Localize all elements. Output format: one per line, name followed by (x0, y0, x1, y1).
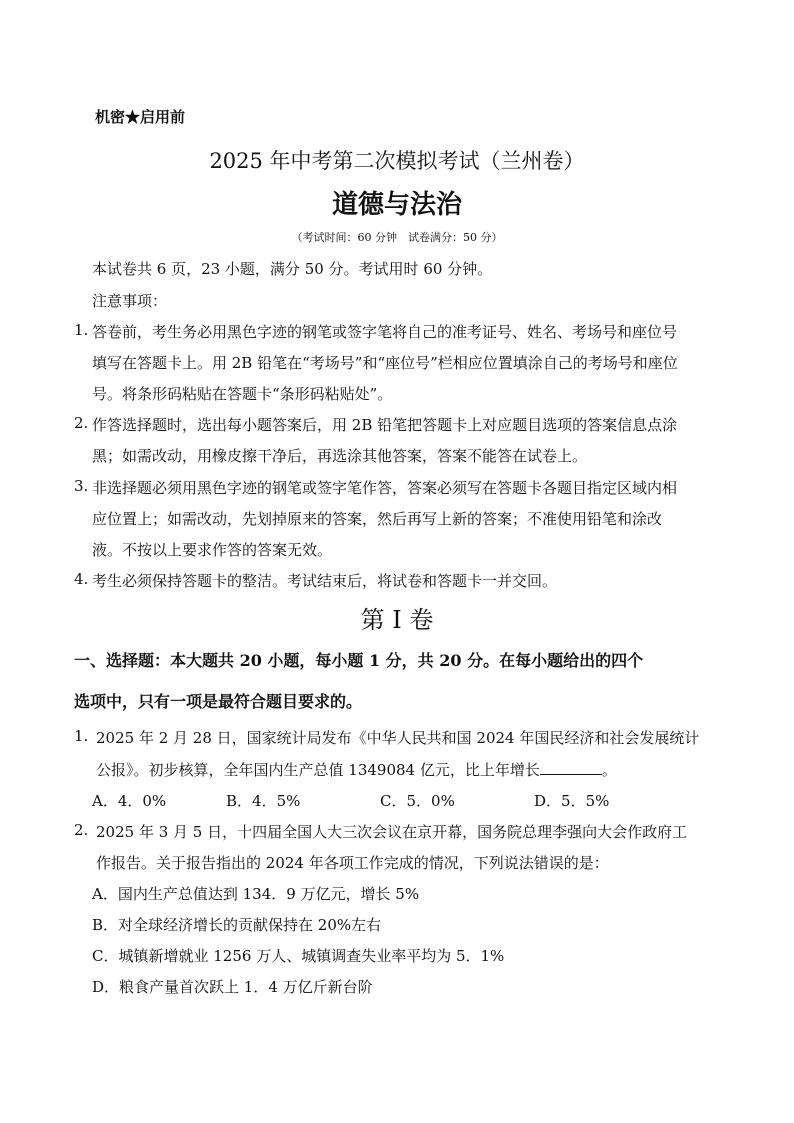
intro-line: 本试卷共 6 页，23 小题，满分 50 分。考试用时 60 分钟。 (92, 260, 493, 278)
option-d: D．粮食产量首次跃上 1．4 万亿斤新台阶 (92, 978, 373, 996)
question-text: 2025 年 2 月 28 日，国家统计局发布《中华人民共和国 2024 年国民经济和社会发展统计 (96, 729, 700, 747)
notice-number: 1. (74, 321, 89, 339)
notice-line: 作答选择题时，选出每小题答案后，用 2B 铅笔把答题卡上对应题目选项的答案信息点涂 (92, 416, 678, 434)
question-text-end: 。 (601, 761, 617, 779)
notice-line: 黑；如需改动，用橡皮擦干净后，再选涂其他答案，答案不能答在试卷上。 (92, 447, 588, 465)
notice-number: 2. (74, 414, 89, 432)
option-d: D．5．5% (534, 792, 610, 810)
notice-number: 3. (74, 477, 89, 495)
option-c: C．5．0% (380, 792, 455, 810)
exam-title: 2025 年中考第二次模拟考试（兰州卷） (209, 149, 585, 173)
part-heading: 一、选择题：本大题共 20 小题，每小题 1 分，共 20 分。在每小题给出的四个 (74, 651, 644, 670)
notice-line: 号。将条形码粘贴在答题卡“条形码粘贴处”。 (92, 385, 393, 403)
notice-line: 答卷前，考生务必用黑色字迹的钢笔或签字笔将自己的准考证号、姓名、考场号和座位号 (92, 323, 678, 341)
option-b: B．对全球经济增长的贡献保持在 20%左右 (92, 916, 382, 934)
notice-number: 4. (74, 570, 89, 588)
secret-mark: 机密★启用前 (95, 108, 186, 126)
option-c: C．城镇新增就业 1256 万人、城镇调查失业率平均为 5．1% (92, 947, 505, 965)
question-text-main: 公报》。初步核算，全年国内生产总值 1349084 亿元，比上年增长 (96, 761, 540, 779)
notice-label: 注意事项： (92, 292, 168, 310)
notice-line: 非选择题必须用黑色字迹的钢笔或签字笔作答，答案必须写在答题卡各题目指定区域内相 (92, 479, 678, 497)
notice-line: 填写在答题卡上。用 2B 铅笔在“考场号”和“座位号”栏相应位置填涂自己的考场号和座位 (92, 354, 678, 372)
question-text: 作报告。关于报告指出的 2024 年各项工作完成的情况，下列说法错误的是： (96, 854, 609, 872)
notice-line: 液。不按以上要求作答的答案无效。 (92, 541, 333, 559)
answer-blank (540, 762, 602, 775)
notice-line: 考生必须保持答题卡的整洁。考试结束后，将试卷和答题卡一并交回。 (92, 572, 558, 590)
question-text (96, 759, 617, 780)
option-a: A．4．0% (92, 792, 167, 810)
notice-line: 应位置上；如需改动，先划掉原来的答案，然后再写上新的答案；不准使用铅笔和涂改 (92, 510, 663, 528)
option-a: A．国内生产总值达到 134．9 万亿元，增长 5% (92, 885, 420, 903)
exam-info: （考试时间：60 分钟 试卷满分：50 分） (291, 231, 503, 244)
part-heading: 选项中，只有一项是最符合题目要求的。 (74, 692, 363, 711)
question-number: 2. (74, 821, 89, 839)
question-text: 2025 年 3 月 5 日，十四届全国人大三次会议在京开幕，国务院总理李强向大会作政府工 (96, 823, 688, 841)
question-number: 1. (74, 727, 89, 745)
option-b: B．4．5% (226, 792, 301, 810)
subject-title: 道德与法治 (331, 190, 462, 220)
section-title: 第 I 卷 (360, 606, 434, 634)
